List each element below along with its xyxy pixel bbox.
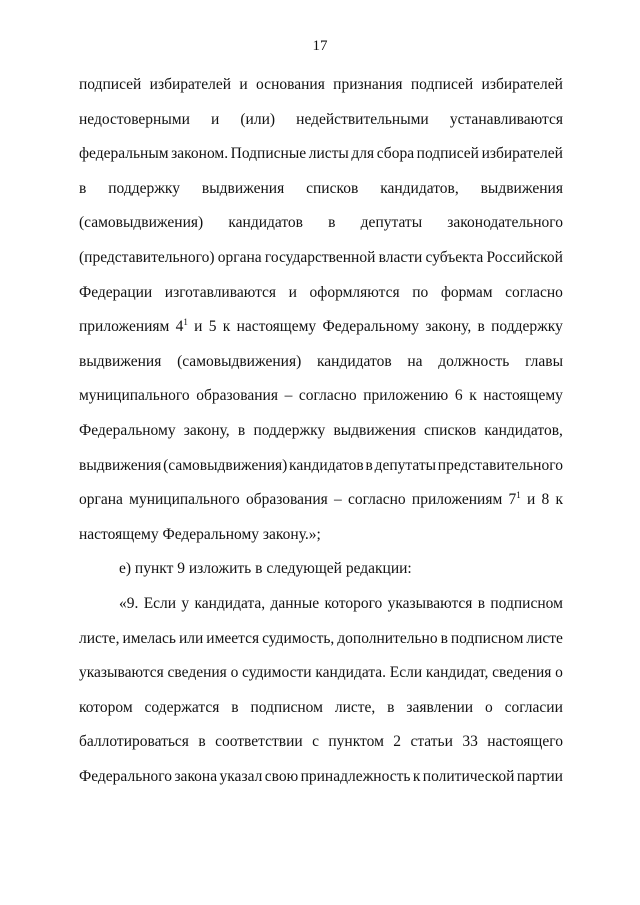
text-line: выдвижения (самовыдвижения) кандидатов на должность главы — [79, 352, 563, 370]
text-line: выдвижения (самовыдвижения) кандидатов в депутаты представительного — [79, 456, 563, 474]
text-line: листе, имелась или имеется судимость, дополнительно в подписном листе — [79, 629, 563, 647]
text-line: Федеральному закону, в поддержку выдвижения списков кандидатов, — [79, 421, 563, 439]
text-line: «9. Если у кандидата, данные которого указываются в подписном — [119, 594, 563, 612]
text-line: недостоверными и (или) недействительными устанавливаются — [79, 110, 563, 128]
text-line: (представительного) органа государственной власти субъекта Российской — [79, 248, 563, 266]
text-line: подписей избирателей и основания признания подписей избирателей — [79, 76, 563, 93]
text-line: муниципального образования – согласно приложению 6 к настоящему — [79, 387, 563, 405]
document-body — [79, 75, 563, 801]
text-line: е) пункт 9 изложить в следующей редакции: — [119, 560, 412, 578]
text-line: Федерального закона указал свою принадлежность к политической партии — [79, 767, 563, 785]
text-line: котором содержатся в подписном листе, в заявлении о согласии — [79, 698, 563, 716]
text-line: (самовыдвижения) кандидатов в депутаты законодательного — [79, 214, 563, 232]
text-line: в поддержку выдвижения списков кандидатов, выдвижения — [79, 179, 563, 197]
text-line: федеральным законом. Подписные листы для сбора подписей избирателей — [79, 145, 563, 163]
text-line: баллотироваться в соответствии с пунктом 2 статьи 33 настоящего — [79, 733, 563, 751]
text-line: указываются сведения о судимости кандидата. Если кандидат, сведения о — [79, 664, 563, 682]
text-line: настоящему Федеральному закону.»; — [79, 525, 321, 543]
text-line: органа муниципального образования – согласно приложениям $7^1$ и 8 к — [79, 490, 563, 509]
page-number: 17 — [312, 38, 328, 54]
text-line: приложениям $4^1$ и 5 к настоящему Федеральному закону, в поддержку — [79, 317, 563, 336]
text-line: Федерации изготавливаются и оформляются по формам согласно — [79, 283, 563, 301]
